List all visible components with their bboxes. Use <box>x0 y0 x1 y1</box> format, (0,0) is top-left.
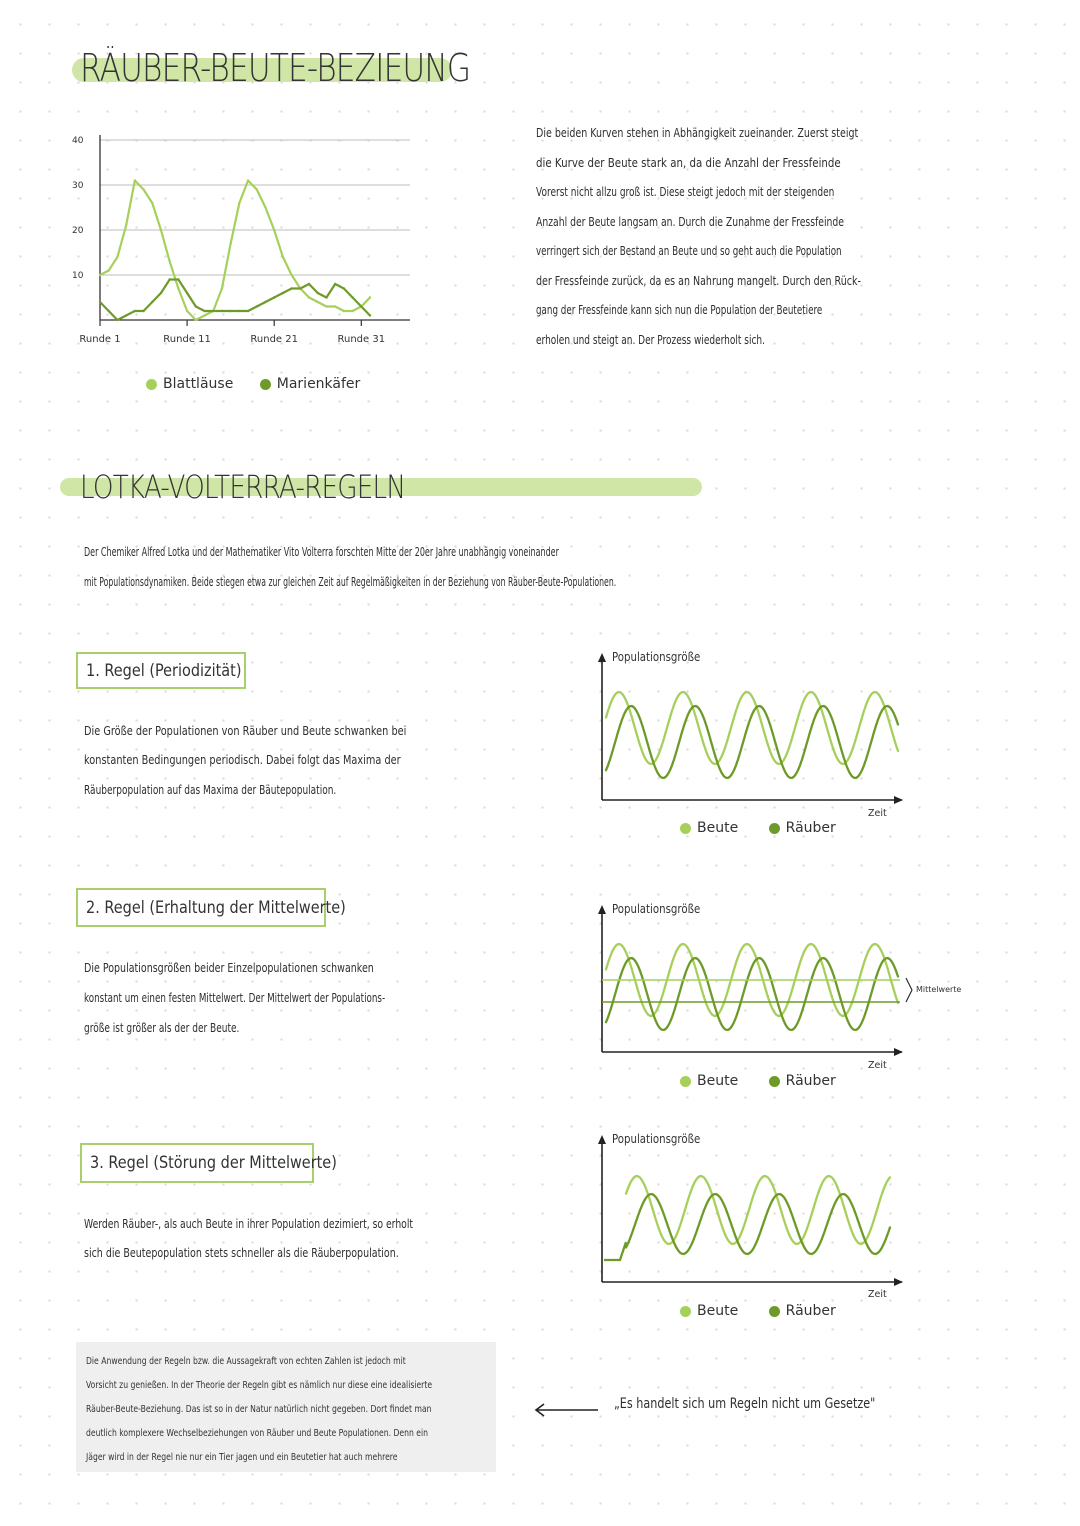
rule2-mittelwerte-annotation: Mittelwerte <box>916 985 962 994</box>
data-point <box>221 310 223 312</box>
rule3-heading-text: 3. Regel (Störung der Mittelwerte) <box>90 1153 337 1173</box>
text-line: Anzahl der Beute langsam an. Durch die Zunahme der Fressfeinde <box>536 214 844 229</box>
data-point <box>160 292 162 294</box>
arrow-left-icon <box>532 1400 602 1420</box>
text-line: verringert sich der Bestand an Beute und so geht auch die Population <box>536 243 842 258</box>
text-line: der Fressfeinde zurück, da es an Nahrung mangelt. Durch den Rück- <box>536 273 861 288</box>
rule1-legend <box>680 820 836 836</box>
legend-dot-icon <box>769 823 780 834</box>
legend-item-blattlaeuse <box>146 376 233 392</box>
rule2-text-line: größe ist größer als der der Beute. <box>84 1020 240 1035</box>
rule1-heading-text: 1. Regel (Periodizität) <box>86 660 242 681</box>
data-point <box>334 283 336 285</box>
data-point <box>203 310 205 312</box>
data-point <box>369 296 371 298</box>
rule3-y-label: Populationsgröße <box>612 1132 701 1146</box>
series-line-blattlaeuse <box>100 181 370 321</box>
data-point <box>160 229 162 231</box>
x-tick-label: Runde 1 <box>79 334 121 345</box>
x-tick-labels <box>79 320 385 345</box>
legend-item-raeuber <box>769 820 836 836</box>
rule3-legend <box>680 1303 836 1319</box>
y-tick-label: 40 <box>72 136 84 146</box>
rule1-text-line: Die Größe der Populationen von Räuber und Beute schwanken bei <box>84 723 407 738</box>
legend-dot-icon <box>769 1076 780 1087</box>
rule1-graph <box>590 650 910 820</box>
legend-label: Beute <box>697 1303 739 1319</box>
legend-dot-icon <box>146 379 157 390</box>
legend-dot-icon <box>680 823 691 834</box>
data-point <box>203 314 205 316</box>
note-box <box>76 1342 496 1472</box>
rule2-heading-text: 2. Regel (Erhaltung der Mittelwerte) <box>86 897 346 918</box>
rule3-heading <box>80 1143 337 1183</box>
rule1-text-line: Räuberpopulation auf das Maxima der Bäutepopulation. <box>84 782 337 797</box>
data-point <box>247 179 249 181</box>
data-point <box>290 274 292 276</box>
text-line: gang der Fressfeinde kann sich nun die Population der Beutetiere <box>536 302 823 317</box>
data-point <box>186 292 188 294</box>
y-tick-label: 30 <box>72 181 84 191</box>
data-point <box>177 287 179 289</box>
data-point <box>299 287 301 289</box>
data-point <box>308 296 310 298</box>
predator-prey-chart <box>70 125 410 385</box>
arrow-up-icon <box>598 905 606 914</box>
data-point <box>343 287 345 289</box>
data-point <box>360 305 362 307</box>
page-title: RÄUBER-BEUTE-BEZIEUNG <box>80 46 471 90</box>
data-point <box>177 278 179 280</box>
data-point <box>308 283 310 285</box>
rule2-text-line: Die Populationsgrößen beider Einzelpopulationen schwanken <box>84 960 374 975</box>
data-point <box>151 301 153 303</box>
data-point <box>134 310 136 312</box>
data-point <box>351 296 353 298</box>
legend-dot-icon <box>260 379 271 390</box>
data-point <box>116 319 118 321</box>
legend-dot-icon <box>769 1306 780 1317</box>
data-point <box>125 224 127 226</box>
data-point <box>256 305 258 307</box>
bracket-icon <box>906 978 912 1002</box>
rule1-heading <box>76 652 246 689</box>
section2-title: LOTKA-VOLTERRA-REGELN <box>80 468 406 506</box>
data-point <box>168 278 170 280</box>
legend-item-raeuber <box>769 1073 836 1089</box>
text-line: erholen und steigt an. Der Prozess wiederholt sich. <box>536 332 765 347</box>
rule3-text-line: sich die Beutepopulation stets schneller als die Räuberpopulation. <box>84 1245 399 1260</box>
rule2-graph <box>590 902 920 1072</box>
data-point <box>238 202 240 204</box>
intro-line: mit Populationsdynamiken. Beide stiegen etwa zur gleichen Zeit auf Regelmäßigkeiten in der Beziehung von Räuber-Beute-Populationen. <box>84 574 617 589</box>
data-point <box>212 310 214 312</box>
data-point <box>229 242 231 244</box>
rule1-y-label: Populationsgröße <box>612 650 701 664</box>
legend-dot-icon <box>680 1306 691 1317</box>
data-point <box>273 229 275 231</box>
chart-legend <box>146 376 360 392</box>
data-point <box>317 301 319 303</box>
data-point <box>369 314 371 316</box>
beute-curve <box>626 1176 890 1244</box>
chart-gridlines <box>100 135 410 320</box>
text-line: Vorerst nicht allzu groß ist. Diese steigt jedoch mit der steigenden <box>536 184 835 199</box>
rule2-text-line: konstant um einen festen Mittelwert. Der Mittelwert der Populations- <box>84 990 386 1005</box>
rule2-y-label: Populationsgröße <box>612 902 701 916</box>
data-point <box>195 305 197 307</box>
quote: „Es handelt sich um Regeln nicht um Gesetze" <box>614 1396 876 1412</box>
data-point <box>343 310 345 312</box>
legend-label: Räuber <box>785 820 836 836</box>
rule1-x-label: Zeit <box>868 808 887 819</box>
legend-label: Beute <box>697 820 739 836</box>
note-line: deutlich komplexere Wechselbeziehungen von Räuber und Beute Populationen. Denn ein <box>86 1428 428 1439</box>
arrow-right-icon <box>894 1048 903 1056</box>
data-point <box>282 256 284 258</box>
data-point <box>99 274 101 276</box>
data-point <box>325 305 327 307</box>
note-line: Räuber-Beute-Beziehung. Das ist so in der Natur natürlich nicht gegeben. Dort findet man <box>86 1404 432 1415</box>
note-line: Die Anwendung der Regeln bzw. die Aussagekraft von echten Zahlen ist jedoch mit <box>86 1356 406 1367</box>
rule3-x-label: Zeit <box>868 1289 887 1300</box>
legend-item-marienkaefer <box>260 376 361 392</box>
data-point <box>238 310 240 312</box>
arrow-up-icon <box>598 653 606 662</box>
x-tick-label: Runde 21 <box>250 334 298 345</box>
y-tick-labels <box>72 136 84 281</box>
legend-label: Blattläuse <box>163 376 234 392</box>
legend-item-beute <box>680 1073 738 1089</box>
data-point <box>108 310 110 312</box>
rule3-text-line: Werden Räuber-, als auch Beute in ihrer Population dezimiert, so erholt <box>84 1216 414 1231</box>
y-tick-label: 20 <box>72 226 84 236</box>
legend-label: Räuber <box>785 1073 836 1089</box>
series-line-marienkaefer <box>100 280 370 321</box>
data-point <box>264 206 266 208</box>
arrow-up-icon <box>598 1135 606 1144</box>
rule2-legend <box>680 1073 836 1089</box>
data-point <box>125 314 127 316</box>
data-point <box>334 305 336 307</box>
x-tick-label: Runde 31 <box>337 334 386 345</box>
data-point <box>229 310 231 312</box>
legend-item-beute <box>680 1303 738 1319</box>
legend-label: Räuber <box>785 1303 836 1319</box>
x-tick-label: Runde 11 <box>163 334 211 345</box>
raeuber-start-segment <box>604 1242 626 1260</box>
legend-label: Marienkäfer <box>276 376 361 392</box>
intro-line: Der Chemiker Alfred Lotka und der Mathematiker Vito Volterra forschten Mitte der 20er Jahre unabhängig voneinander <box>84 544 559 559</box>
data-point <box>317 292 319 294</box>
y-tick-label: 10 <box>72 271 84 281</box>
arrow-right-icon <box>894 796 903 804</box>
text-line: Die beiden Kurven stehen in Abhängigkeit zueinander. Zuerst steigt <box>536 125 859 140</box>
note-line: Jäger wird in der Regel nie nur ein Tier jagen und ein Beutetier hat auch mehrere <box>86 1452 398 1463</box>
data-point <box>134 179 136 181</box>
data-point <box>151 202 153 204</box>
legend-item-beute <box>680 820 738 836</box>
rule1-text-line: konstanten Bedingungen periodisch. Dabei folgt das Maxima der <box>84 752 401 767</box>
legend-label: Beute <box>697 1073 739 1089</box>
data-point <box>247 310 249 312</box>
note-line: Vorsicht zu genießen. In der Theorie der Regeln gibt es nämlich nur diese eine idealisierte <box>86 1380 433 1391</box>
data-point <box>116 256 118 258</box>
data-point <box>142 188 144 190</box>
data-point <box>290 287 292 289</box>
data-point <box>325 296 327 298</box>
data-point <box>282 292 284 294</box>
rule3-graph <box>590 1132 910 1302</box>
data-point <box>168 260 170 262</box>
data-point <box>186 310 188 312</box>
data-point <box>99 301 101 303</box>
data-point <box>108 269 110 271</box>
arrow-right-icon <box>894 1278 903 1286</box>
text-line: die Kurve der Beute stark an, da die Anzahl der Fressfeinde <box>536 155 841 170</box>
data-point <box>273 296 275 298</box>
rule2-heading <box>76 888 346 927</box>
data-point <box>351 310 353 312</box>
data-point <box>142 310 144 312</box>
data-point <box>264 301 266 303</box>
rule2-x-label: Zeit <box>868 1060 887 1071</box>
legend-dot-icon <box>680 1076 691 1087</box>
data-point <box>195 319 197 321</box>
data-point <box>256 188 258 190</box>
legend-item-raeuber <box>769 1303 836 1319</box>
data-point <box>221 287 223 289</box>
